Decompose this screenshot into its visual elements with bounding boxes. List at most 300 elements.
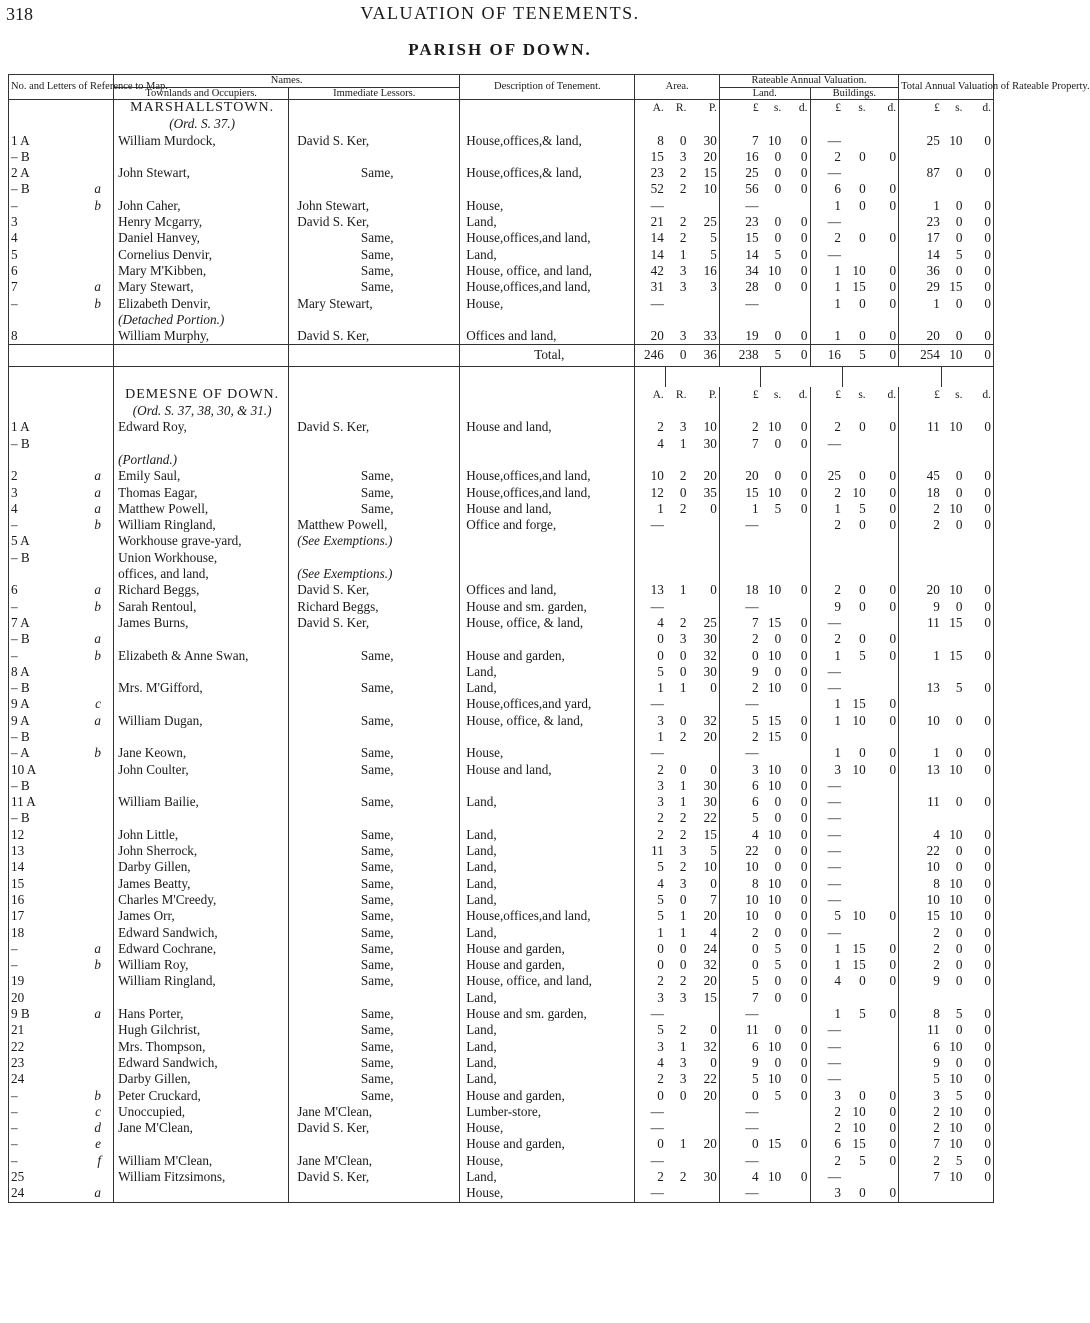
- value-td: 0: [984, 1120, 991, 1136]
- value-p: 4: [710, 924, 717, 940]
- reference-letter: c: [95, 696, 101, 712]
- occupier-name: William Dugan,: [114, 713, 289, 729]
- value-r: 3: [679, 875, 687, 891]
- lessor-name: Same,: [289, 892, 460, 908]
- value-ld: 0: [800, 1136, 808, 1152]
- value-ts: [942, 566, 965, 582]
- occupier-name: Henry Mcgarry,: [114, 214, 289, 230]
- value-ts: 0: [955, 940, 963, 956]
- lessor-name: Same,: [289, 794, 460, 810]
- value-tl: 10: [899, 713, 942, 729]
- value-bl: —: [810, 876, 843, 892]
- value-ts: 0: [955, 165, 963, 181]
- value-p: 20: [703, 468, 717, 484]
- value-r: 1: [679, 435, 687, 451]
- map-reference: [9, 876, 114, 892]
- value-bs: [843, 615, 868, 631]
- value-td: 0: [984, 1022, 991, 1038]
- total-row: [9, 345, 994, 366]
- value-tl: 1: [899, 296, 942, 312]
- value-tl: 10: [899, 859, 942, 875]
- value-p: 0: [710, 875, 717, 891]
- value-td: 0: [984, 1169, 991, 1184]
- value-ll: 34: [719, 263, 760, 279]
- reference-letter: c: [95, 1103, 101, 1119]
- value-td: 0: [984, 745, 991, 761]
- map-reference: [9, 908, 114, 924]
- value-bs: 15: [852, 940, 866, 956]
- value-bs: [843, 1022, 868, 1038]
- occupier-name: Elizabeth & Anne Swan,: [114, 648, 289, 664]
- table-row: [9, 566, 994, 582]
- occupier-name: Union Workhouse,: [114, 550, 289, 566]
- value-tl: [899, 990, 942, 1006]
- table-row: [9, 1104, 994, 1120]
- tenement-description: Offices and land,: [460, 582, 635, 598]
- lessor-name: [289, 664, 460, 680]
- value-ts: 10: [949, 500, 963, 516]
- value-a: 13: [635, 582, 666, 598]
- table-row: [9, 876, 994, 892]
- tenement-description: House, office, & land,: [460, 615, 635, 631]
- table-row: [9, 468, 994, 484]
- lessor-name: Same,: [289, 485, 460, 501]
- value-ts: [942, 533, 965, 549]
- table-row: [9, 312, 994, 328]
- value-p: 10: [703, 419, 717, 435]
- map-reference: [9, 810, 114, 826]
- reference-number: – B: [11, 435, 30, 451]
- reference-number: 13: [11, 843, 25, 859]
- lessor-name: Same,: [289, 925, 460, 941]
- value-ll: 2: [719, 680, 760, 696]
- unit-label: s.: [773, 102, 782, 114]
- value-bd: [868, 116, 899, 132]
- reference-letter: a: [94, 181, 101, 197]
- value-ll: [719, 533, 760, 549]
- value-ld: [783, 1185, 810, 1202]
- value-bd: [868, 794, 899, 810]
- value-ts: 0: [955, 214, 963, 230]
- value-bd: [868, 925, 899, 941]
- value-ld: [783, 533, 810, 549]
- value-r: [666, 1006, 689, 1022]
- reference-number: –: [11, 517, 18, 533]
- value-ll: 5: [719, 810, 760, 826]
- reference-number: 17: [11, 908, 25, 924]
- value-p: 15: [703, 165, 717, 181]
- reference-number: – B: [11, 728, 30, 744]
- ref-cell: [9, 116, 114, 132]
- value-bd: 0: [889, 1006, 897, 1022]
- map-reference: [9, 296, 114, 312]
- reference-number: – B: [11, 549, 30, 565]
- value-tl: 2: [899, 925, 942, 941]
- value-ts: 10: [949, 582, 963, 598]
- value-r: [666, 312, 689, 328]
- value-p: [688, 533, 719, 549]
- occupier-name: Edward Cochrane,: [114, 941, 289, 957]
- value-ll: 10: [719, 892, 760, 908]
- value-p: 0: [710, 761, 717, 777]
- value-ls: 10: [768, 132, 782, 148]
- unit-label: d.: [887, 102, 897, 114]
- reference-number: 9 A: [11, 696, 30, 712]
- value-a: 52: [635, 181, 666, 197]
- value-tl: [899, 729, 942, 745]
- unit-label: P.: [708, 388, 717, 401]
- value-r: [666, 296, 689, 312]
- value-bs: 15: [852, 279, 866, 295]
- value-a: 2: [635, 419, 666, 435]
- value-bd: [868, 892, 899, 908]
- tenement-description: Office and forge,: [460, 517, 635, 533]
- value-bd: 0: [889, 1136, 897, 1152]
- value-bd: [868, 990, 899, 1006]
- value-ts: 10: [949, 761, 963, 777]
- value-r: 1: [679, 1136, 687, 1152]
- lessor-cell: [289, 387, 460, 403]
- gap-cell: [666, 377, 689, 387]
- value-ts: 10: [942, 345, 965, 366]
- value-td: 0: [984, 761, 991, 777]
- value-ts: [942, 810, 965, 826]
- value-ls: 15: [768, 614, 782, 630]
- reference-number: 7 A: [11, 614, 30, 630]
- value-bl: [810, 116, 843, 132]
- value-ll: —: [719, 745, 760, 761]
- gap-cell: [942, 366, 965, 377]
- map-reference: [9, 501, 114, 517]
- value-ld: 0: [800, 246, 808, 262]
- value-ld: 0: [800, 826, 808, 842]
- map-reference: [9, 631, 114, 647]
- value-ts: 0: [955, 859, 963, 875]
- value-bd: 0: [889, 1152, 897, 1168]
- table-row: [9, 680, 994, 696]
- reference-number: 2: [11, 468, 18, 484]
- occupier-name: Cornelius Denvir,: [114, 247, 289, 263]
- lessor-name: David S. Ker,: [289, 582, 460, 598]
- value-ld: 0: [800, 761, 808, 777]
- value-ll: —: [719, 599, 760, 615]
- value-r: [666, 1120, 689, 1136]
- value-a: 0: [635, 957, 666, 973]
- value-a: 14: [635, 247, 666, 263]
- reference-number: 14: [11, 859, 25, 875]
- reference-number: –: [11, 940, 18, 956]
- value-ts: 10: [949, 1038, 963, 1054]
- value-td: 0: [984, 647, 991, 663]
- map-reference: [9, 778, 114, 794]
- value-ts: 15: [949, 279, 963, 295]
- header-townlands: Townlands and Occupiers.: [114, 87, 289, 100]
- value-ts: 10: [949, 1136, 963, 1152]
- value-ts: 0: [955, 328, 963, 344]
- value-ls: [761, 599, 784, 615]
- gap-cell: [114, 377, 289, 387]
- townland-name: DEMESNE OF DOWN.: [125, 386, 280, 402]
- gap-cell: [810, 366, 843, 377]
- lessor-cell: [289, 100, 460, 117]
- value-p: 16: [703, 262, 717, 278]
- desc-cell: [460, 387, 635, 403]
- value-ls: 0: [774, 989, 782, 1005]
- value-bs: [843, 566, 868, 582]
- occupier-name: Jane M'Clean,: [114, 1120, 289, 1136]
- lessor-name: Jane M'Clean,: [289, 1104, 460, 1120]
- occupier-name: Hans Porter,: [114, 1006, 289, 1022]
- tenement-description: House,offices,and land,: [460, 908, 635, 924]
- value-p: [688, 403, 719, 419]
- value-bd: [868, 403, 899, 419]
- value-ls: 5: [774, 957, 782, 973]
- map-reference: [9, 468, 114, 484]
- reference-number: –: [11, 598, 18, 614]
- value-td: 0: [984, 614, 991, 630]
- occupier-name: William Ringland,: [114, 973, 289, 989]
- value-r: 2: [679, 810, 687, 826]
- map-reference: [9, 198, 114, 214]
- map-reference: [9, 419, 114, 435]
- lessor-name: Same,: [289, 165, 460, 181]
- lessor-name: Same,: [289, 957, 460, 973]
- map-reference: [9, 1120, 114, 1136]
- value-ts: 0: [955, 484, 963, 500]
- value-a: 1: [635, 729, 666, 745]
- value-ll: 0: [719, 648, 760, 664]
- value-ld: 0: [800, 1038, 808, 1054]
- value-r: 3: [679, 148, 687, 164]
- value-ts: [942, 452, 965, 468]
- value-p: 25: [703, 614, 717, 630]
- header-names: Names.: [114, 75, 460, 88]
- value-tl: 13: [899, 680, 942, 696]
- tenement-description: House,offices,and land,: [460, 230, 635, 246]
- value-a: 21: [635, 214, 666, 230]
- unit-label: £: [899, 387, 942, 403]
- reference-letter: a: [94, 279, 101, 295]
- value-a: 5: [635, 859, 666, 875]
- tenement-description: House,: [460, 296, 635, 312]
- value-td: 0: [984, 132, 991, 148]
- reference-number: 2 A: [11, 165, 30, 181]
- value-ts: 0: [955, 843, 963, 859]
- map-reference: [9, 615, 114, 631]
- occupier-name: John Stewart,: [114, 165, 289, 181]
- value-r: 1: [679, 1038, 687, 1054]
- section-ord: [9, 403, 994, 419]
- value-p: 15: [703, 989, 717, 1005]
- reference-letter: b: [94, 647, 101, 663]
- value-ts: 10: [949, 908, 963, 924]
- value-ls: [761, 696, 784, 712]
- value-bd: 0: [889, 279, 897, 295]
- value-bl: [810, 990, 843, 1006]
- value-bs: 5: [859, 647, 866, 663]
- value-ll: 0: [719, 957, 760, 973]
- value-tl: [899, 116, 942, 132]
- lessor-name: Same,: [289, 1022, 460, 1038]
- tenement-description: Land,: [460, 859, 635, 875]
- reference-number: –: [11, 647, 18, 663]
- table-row: [9, 279, 994, 295]
- tenement-description: [460, 436, 635, 452]
- value-ts: 0: [955, 924, 963, 940]
- value-ll: 10: [719, 908, 760, 924]
- value-bl: —: [810, 1169, 843, 1185]
- occupier-name: [114, 1185, 289, 1202]
- value-ll: 2: [719, 631, 760, 647]
- value-a: 15: [635, 149, 666, 165]
- value-tl: 20: [899, 328, 942, 345]
- lessor-name: Same,: [289, 230, 460, 246]
- lessor-name: David S. Ker,: [289, 1169, 460, 1185]
- value-bd: [868, 1055, 899, 1071]
- value-ll: [719, 116, 760, 132]
- reference-number: –: [11, 197, 18, 213]
- value-r: 3: [679, 279, 687, 295]
- value-p: 0: [710, 582, 717, 598]
- value-bd: 0: [889, 712, 897, 728]
- reference-number: 5 A: [11, 533, 30, 549]
- value-td: 0: [984, 419, 991, 435]
- occupier-name: Mrs. Thompson,: [114, 1039, 289, 1055]
- occupier-name: Elizabeth Denvir,: [114, 296, 289, 312]
- table-row: [9, 729, 994, 745]
- value-bs: 0: [859, 468, 866, 484]
- tenement-description: Land,: [460, 247, 635, 263]
- value-ts: 5: [955, 1087, 963, 1103]
- map-reference: [9, 485, 114, 501]
- gap-cell: [635, 377, 666, 387]
- occupier-name: Darby Gillen,: [114, 1071, 289, 1087]
- value-bd: 0: [889, 908, 897, 924]
- value-ts: 10: [949, 1120, 963, 1136]
- value-tl: 7: [899, 1136, 942, 1152]
- reference-number: –: [11, 1136, 18, 1152]
- value-ld: 0: [800, 165, 808, 181]
- map-reference: [9, 133, 114, 149]
- value-td: 0: [984, 1038, 991, 1054]
- table-row: [9, 1169, 994, 1185]
- value-tl: 9: [899, 1055, 942, 1071]
- value-bl: 1: [810, 1006, 843, 1022]
- reference-number: 9 B: [11, 1006, 30, 1022]
- value-ls: 5: [774, 500, 782, 516]
- value-ls: 10: [768, 1071, 782, 1087]
- value-ll: 6: [719, 794, 760, 810]
- value-td: 0: [984, 680, 991, 696]
- tenement-description: House,: [460, 745, 635, 761]
- value-p: 30: [703, 1169, 717, 1184]
- value-ll: —: [719, 696, 760, 712]
- unit-label: P.: [708, 102, 717, 114]
- table-row: [9, 501, 994, 517]
- value-td: [965, 403, 994, 419]
- value-ld: [783, 745, 810, 761]
- gap-cell: [9, 377, 114, 387]
- value-bd: 0: [889, 940, 897, 956]
- unit-label: £: [810, 100, 843, 117]
- value-ll: —: [719, 1006, 760, 1022]
- gap-cell: [899, 377, 942, 387]
- value-bd: 0: [889, 582, 897, 598]
- tenement-description: [460, 729, 635, 745]
- value-ls: [761, 1120, 784, 1136]
- value-td: 0: [984, 598, 991, 614]
- value-td: 0: [984, 328, 991, 344]
- lessor-name: [289, 452, 460, 468]
- value-ld: 0: [800, 1169, 808, 1184]
- value-bd: [868, 533, 899, 549]
- value-ll: —: [719, 517, 760, 533]
- value-ll: 9: [719, 664, 760, 680]
- gap-cell: [783, 366, 810, 377]
- value-bd: 0: [889, 230, 897, 246]
- value-bs: 0: [859, 598, 866, 614]
- value-p: [688, 745, 719, 761]
- value-bl: 2: [810, 1153, 843, 1169]
- value-td: 0: [984, 295, 991, 311]
- table-row: [9, 925, 994, 941]
- reference-number: 24: [11, 1071, 25, 1087]
- value-r: 1: [679, 680, 687, 696]
- value-ts: 0: [955, 745, 963, 761]
- gap-cell: [114, 366, 289, 377]
- value-td: [965, 452, 994, 468]
- map-reference: [9, 452, 114, 468]
- gap-cell: [868, 377, 899, 387]
- value-ts: 5: [955, 1006, 963, 1022]
- value-bs: 0: [859, 295, 866, 311]
- value-ll: 238: [719, 345, 760, 366]
- value-p: 7: [710, 891, 717, 907]
- value-ts: 10: [949, 132, 963, 148]
- value-a: 1: [635, 501, 666, 517]
- value-p: 30: [703, 631, 717, 647]
- value-bs: [843, 1055, 868, 1071]
- value-ll: 28: [719, 279, 760, 295]
- tenement-description: Lumber-store,: [460, 1104, 635, 1120]
- value-td: 0: [984, 859, 991, 875]
- value-a: 3: [635, 990, 666, 1006]
- section-heading: [9, 387, 994, 403]
- tenement-description: Land,: [460, 1055, 635, 1071]
- value-tl: 22: [899, 843, 942, 859]
- table-row: [9, 892, 994, 908]
- value-ts: [942, 149, 965, 165]
- value-a: 1: [635, 925, 666, 941]
- value-bs: [843, 1071, 868, 1087]
- lessor-name: David S. Ker,: [289, 214, 460, 230]
- unit-label: s.: [858, 102, 866, 114]
- value-ld: [783, 452, 810, 468]
- table-row: [9, 810, 994, 826]
- value-bl: —: [810, 664, 843, 680]
- occupier-name: Mrs. M'Gifford,: [114, 680, 289, 696]
- value-bl: [810, 403, 843, 419]
- occupier-name: William M'Clean,: [114, 1153, 289, 1169]
- gap-cell: [810, 377, 843, 387]
- value-ls: 10: [768, 826, 782, 842]
- value-r: 1: [679, 582, 687, 598]
- value-p: 22: [703, 1071, 717, 1087]
- value-ls: 0: [774, 1022, 782, 1038]
- value-r: 1: [679, 908, 687, 924]
- reference-number: 11 A: [11, 794, 36, 810]
- occupier-name: Thomas Eagar,: [114, 485, 289, 501]
